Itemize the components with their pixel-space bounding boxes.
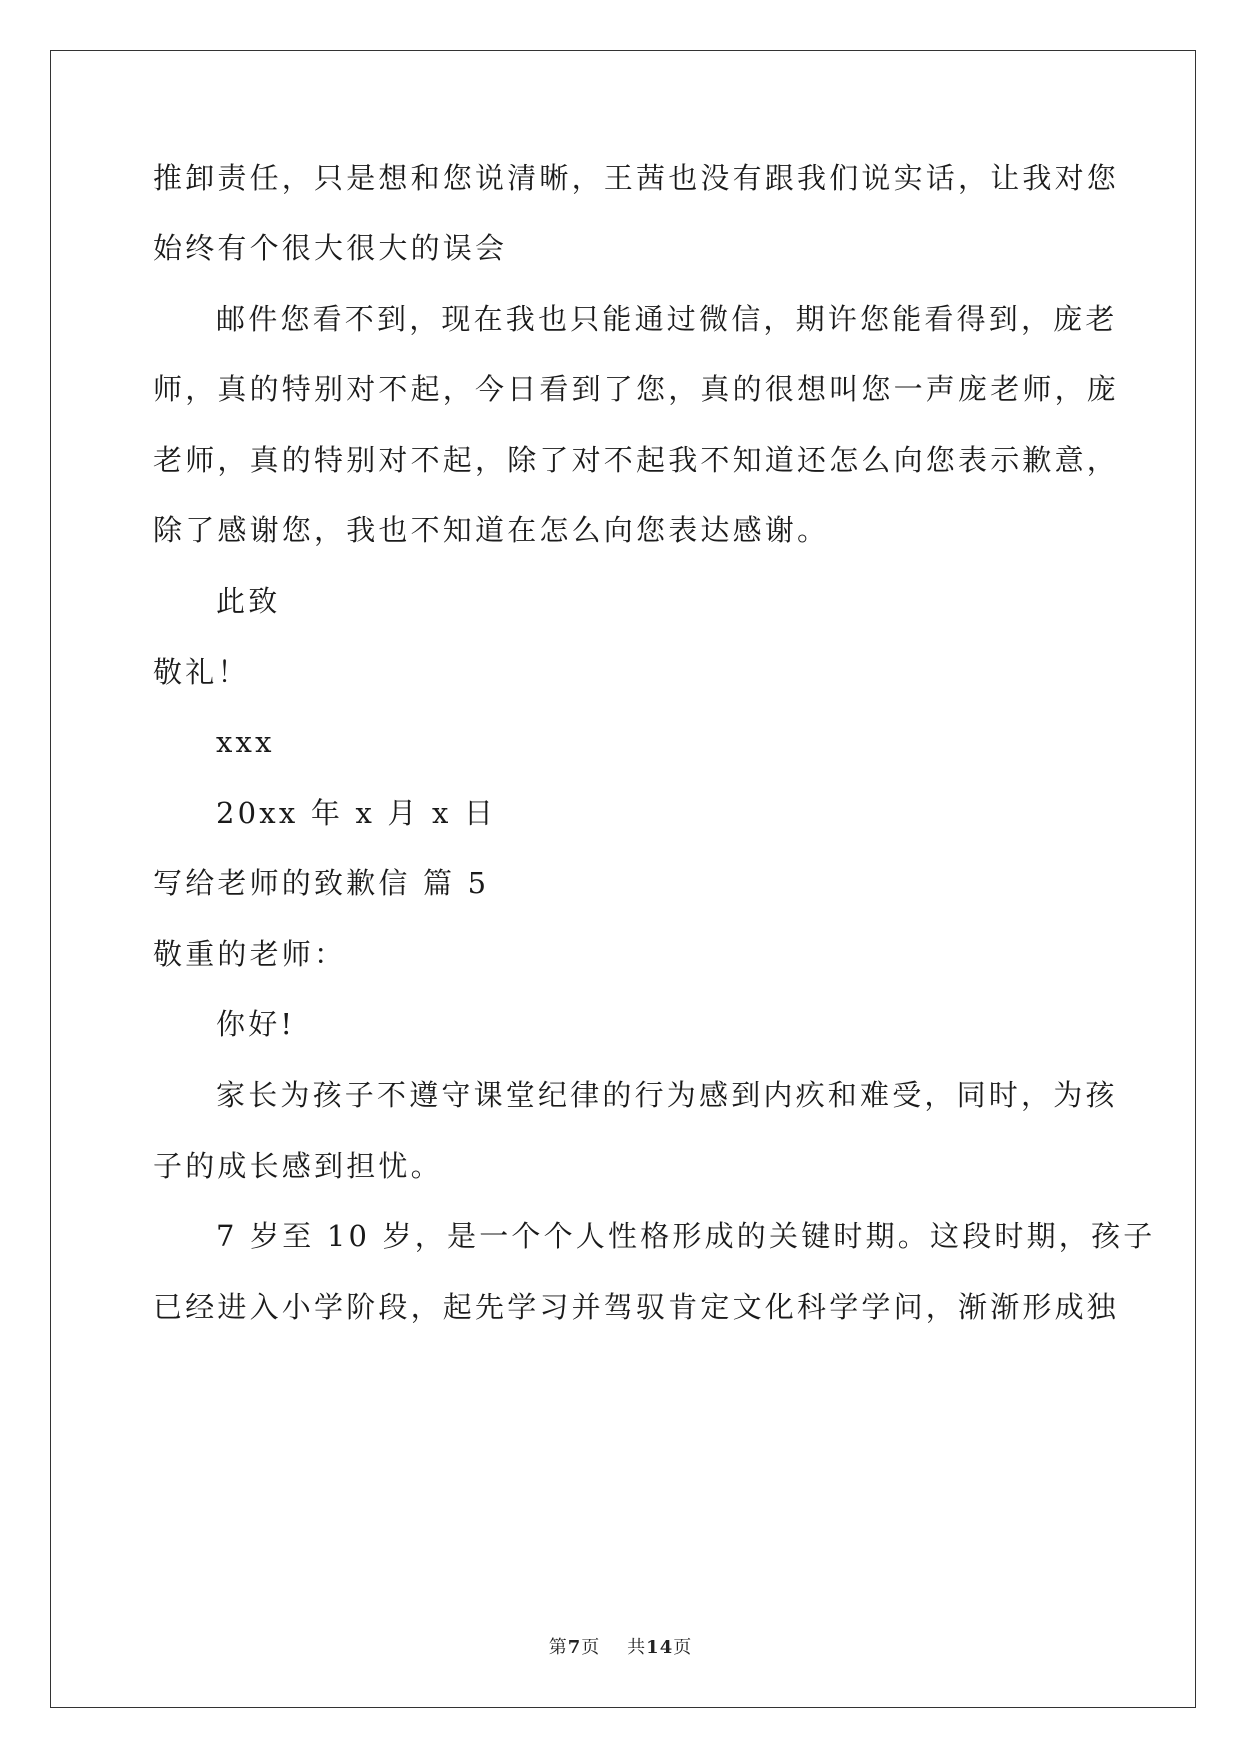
text-line: 20xx 年 x 月 x 日 xyxy=(216,796,497,830)
footer-total-prefix: 共 xyxy=(627,1637,647,1658)
footer-page-unit: 页 xyxy=(581,1637,601,1658)
text-line: 始终有个很大很大的误会 xyxy=(153,231,508,265)
text-line: 推卸责任，只是想和您说清晰，王茜也没有跟我们说实话，让我对您 xyxy=(153,161,1120,195)
text-line: 敬礼！ xyxy=(153,655,250,689)
text-line: 已经进入小学阶段，起先学习并驾驭肯定文化科学学问，渐渐形成独 xyxy=(153,1290,1120,1324)
text-line: 7 岁至 10 岁，是一个个人性格形成的关键时期。这段时期，孩子 xyxy=(216,1219,1156,1253)
text-line: 除了感谢您，我也不知道在怎么向您表达感谢。 xyxy=(153,513,830,547)
page-footer xyxy=(0,1633,1241,1659)
total-pages-number: 14 xyxy=(646,1637,674,1658)
text-line: 家长为孩子不遵守课堂纪律的行为感到内疚和难受，同时，为孩 xyxy=(216,1078,1118,1112)
text-line: 子的成长感到担忧。 xyxy=(153,1149,443,1183)
text-line: 师，真的特别对不起，今日看到了您，真的很想叫您一声庞老师，庞 xyxy=(153,372,1120,406)
text-line: 邮件您看不到，现在我也只能通过微信，期许您能看得到，庞老 xyxy=(216,302,1118,336)
text-line: 你好! xyxy=(216,1007,296,1041)
footer-total-unit: 页 xyxy=(673,1637,693,1658)
text-line: 此致 xyxy=(216,584,281,618)
text-line: 敬重的老师： xyxy=(153,937,347,971)
footer-prefix: 第 xyxy=(548,1637,568,1658)
text-line: xxx xyxy=(216,725,275,759)
text-line: 老师，真的特别对不起，除了对不起我不知道还怎么向您表示歉意， xyxy=(153,443,1120,477)
section-heading: 写给老师的致歉信 篇 5 xyxy=(153,866,490,900)
current-page-number: 7 xyxy=(567,1637,582,1658)
